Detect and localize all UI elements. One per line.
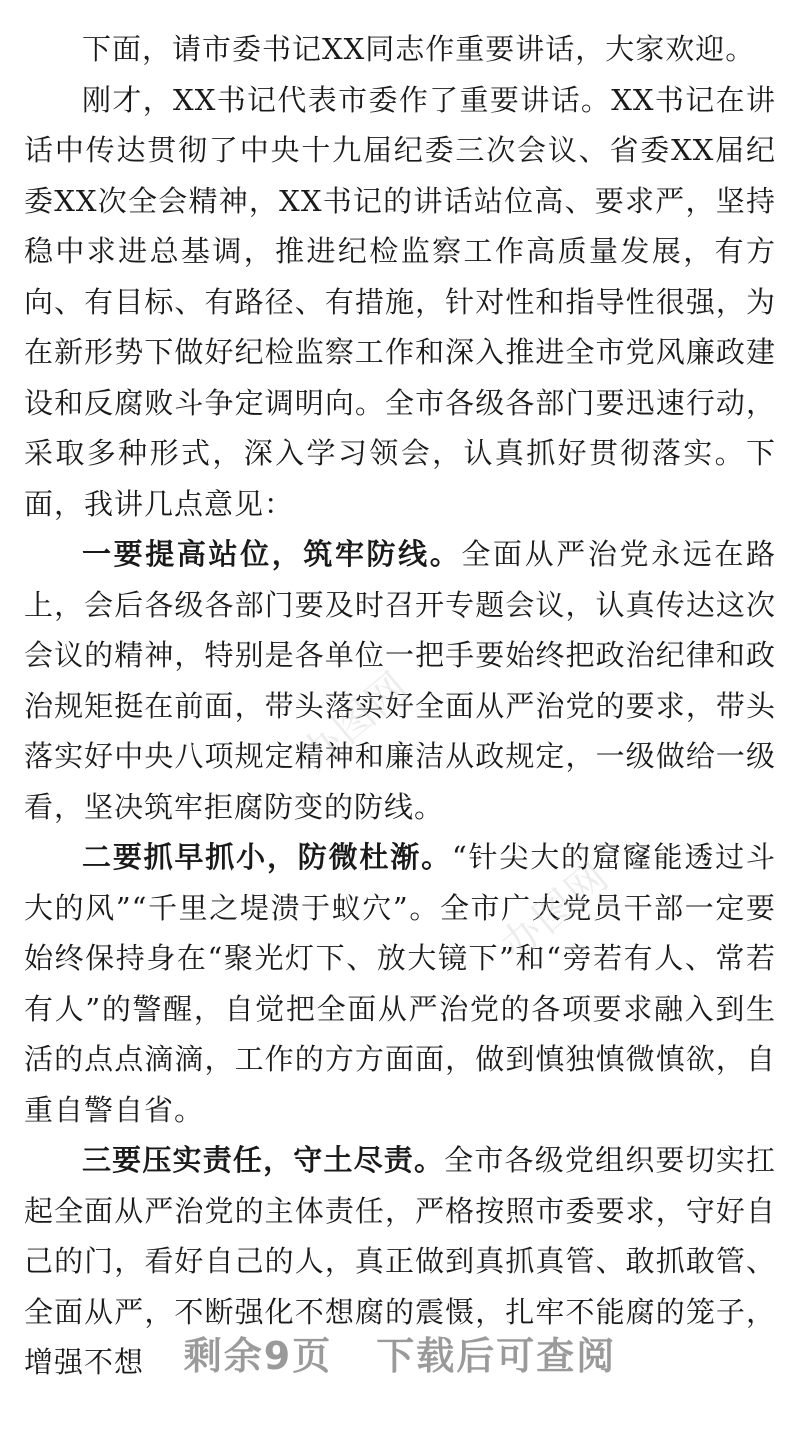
paragraph-text: 刚才，XX书记代表市委作了重要讲话。XX书记在讲话中传达贯彻了中央十九届纪委三次会议、省委XX届纪委XX次全会精神，XX书记的讲话站位高、要求严，坚持稳中求进总基调，推进纪检监察工作高质量发展，有方向、有目标、有路径、有措施，针对性和指导性很强，为在新形势下做好纪检监察工作和深入推进全市党风廉政建设和反腐败斗争定调明向。全市各级各部门要迅速行动，采取多种形式，深入学习领会，认真抓好贯彻落实。下面，我讲几点意见： xyxy=(24,82,776,521)
paragraph-intro xyxy=(24,75,776,530)
document-body xyxy=(24,24,776,1388)
paragraph-lead-heading: 三要压实责任，守土尽责。 xyxy=(82,1143,445,1177)
watermark: 办图网 xyxy=(492,853,619,970)
paragraph-opening xyxy=(24,24,776,75)
paragraph-point-2 xyxy=(24,832,776,1135)
paragraph-lead-heading: 一要提高站位，筑牢防线。 xyxy=(82,537,462,571)
paragraph-text: “针尖大的窟窿能透过斗大的风”“千里之堤溃于蚁穴”。全市广大党员干部一定要始终保持身在“聚光灯下、放大镜下”和“旁若有人、常若有人”的警醒，自觉把全面从严治党的各项要求融入到生活的点点滴滴，工作的方方面面，做到慎独慎微慎欲，自重自警自省。 xyxy=(24,840,776,1127)
paragraph-text: 全市各级党组织要切实扛起全面从严治党的主体责任，严格按照市委要求，守好自己的门，看好自己的人，真正做到真抓真管、敢抓敢管、全面从严，不断强化不想腐的震慑，扎牢不能腐的笼子，增强不想 xyxy=(24,1143,776,1379)
paragraph-text: 下面，请市委书记XX同志作重要讲话，大家欢迎。 xyxy=(82,32,756,66)
paragraph-lead-heading: 二要抓早抓小，防微杜渐。 xyxy=(82,840,452,874)
remaining-pages-label: 剩余9页 xyxy=(183,1334,333,1378)
paragraph-point-1 xyxy=(24,529,776,832)
watermark: 办图网 xyxy=(292,663,419,780)
paragraph-text: 全面从严治党永远在路上，会后各级各部门要及时召开专题会议，认真传达这次会议的精神，特别是各单位一把手要始终把政治纪律和政治规矩挺在前面，带头落实好全面从严治党的要求，带头落实好中央八项规定精神和廉洁从政规定，一级做给一级看，坚决筑牢拒腐防变的防线。 xyxy=(24,537,776,824)
download-prompt: 下载后可查阅 xyxy=(376,1334,617,1378)
remaining-pages-notice[interactable] xyxy=(0,1325,800,1380)
